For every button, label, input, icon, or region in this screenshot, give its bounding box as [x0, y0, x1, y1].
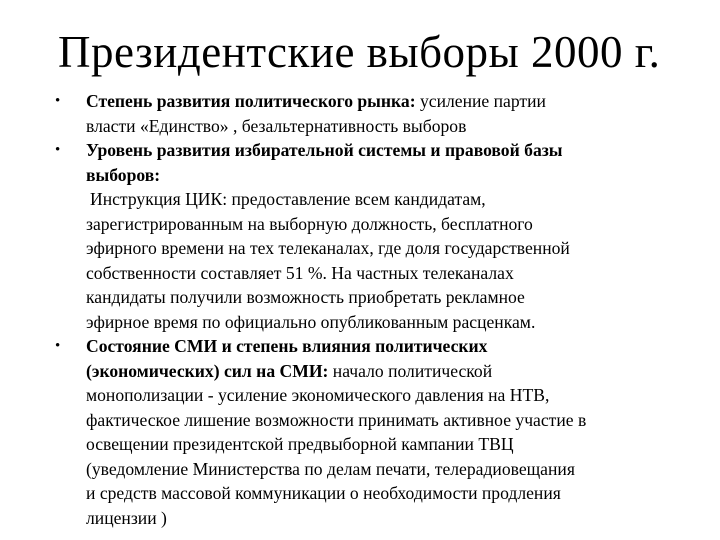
bullet-text: монополизации - усиление экономического давления на НТВ,	[86, 385, 550, 405]
bullet-icon: •	[55, 93, 61, 109]
bullet-text: собственности составляет 51 %. На частных телеканалах	[86, 262, 514, 283]
bullet-text: Инструкция ЦИК: предоставление всем кандидатам,	[90, 189, 486, 209]
bullet-item-media-state	[55, 334, 695, 530]
bullet-line	[86, 359, 695, 384]
bullet-item-electoral-system	[55, 138, 695, 334]
bullet-icon: •	[55, 338, 61, 354]
bullet-lead: Степень развития политического рынка:	[86, 91, 416, 111]
bullet-text: усиление партии	[415, 91, 546, 111]
bullet-list	[55, 89, 695, 530]
bullet-line	[86, 89, 695, 114]
bullet-text: лицензии )	[86, 507, 167, 528]
bullet-text: эфирного времени на тех телеканалах, где доля государственной	[86, 238, 570, 258]
bullet-lead: Состояние СМИ и степень влияния политических	[86, 336, 488, 356]
bullet-lead-continued: (экономических) сил на СМИ:	[86, 360, 329, 381]
bullet-icon: •	[55, 142, 61, 158]
bullet-item-political-market	[55, 89, 695, 138]
bullet-text: власти «Единство» , безальтернативность выборов	[86, 115, 467, 136]
bullet-text: фактическое лишение возможности принимать активное участие в	[86, 409, 587, 430]
bullet-lead: Уровень развития избирательной системы и правовой базы	[86, 140, 563, 160]
bullet-text: эфирное время по официально опубликованным расценкам.	[86, 311, 536, 332]
slide-title: Президентские выборы 2000 г.	[58, 27, 661, 77]
bullet-text: (уведомление Министерства по делам печати, телерадиовещания	[86, 458, 575, 479]
bullet-text: зарегистрированным на выборную должность, бесплатного	[86, 213, 533, 234]
bullet-text: и средств массовой коммуникации о необходимости продления	[86, 483, 561, 503]
bullet-text: начало политической	[328, 360, 493, 381]
bullet-lead-continued: выборов:	[86, 164, 161, 185]
bullet-text: освещении президентской предвыборной кампании ТВЦ	[86, 434, 514, 454]
bullet-text: кандидаты получили возможность приобретать рекламное	[86, 287, 525, 307]
